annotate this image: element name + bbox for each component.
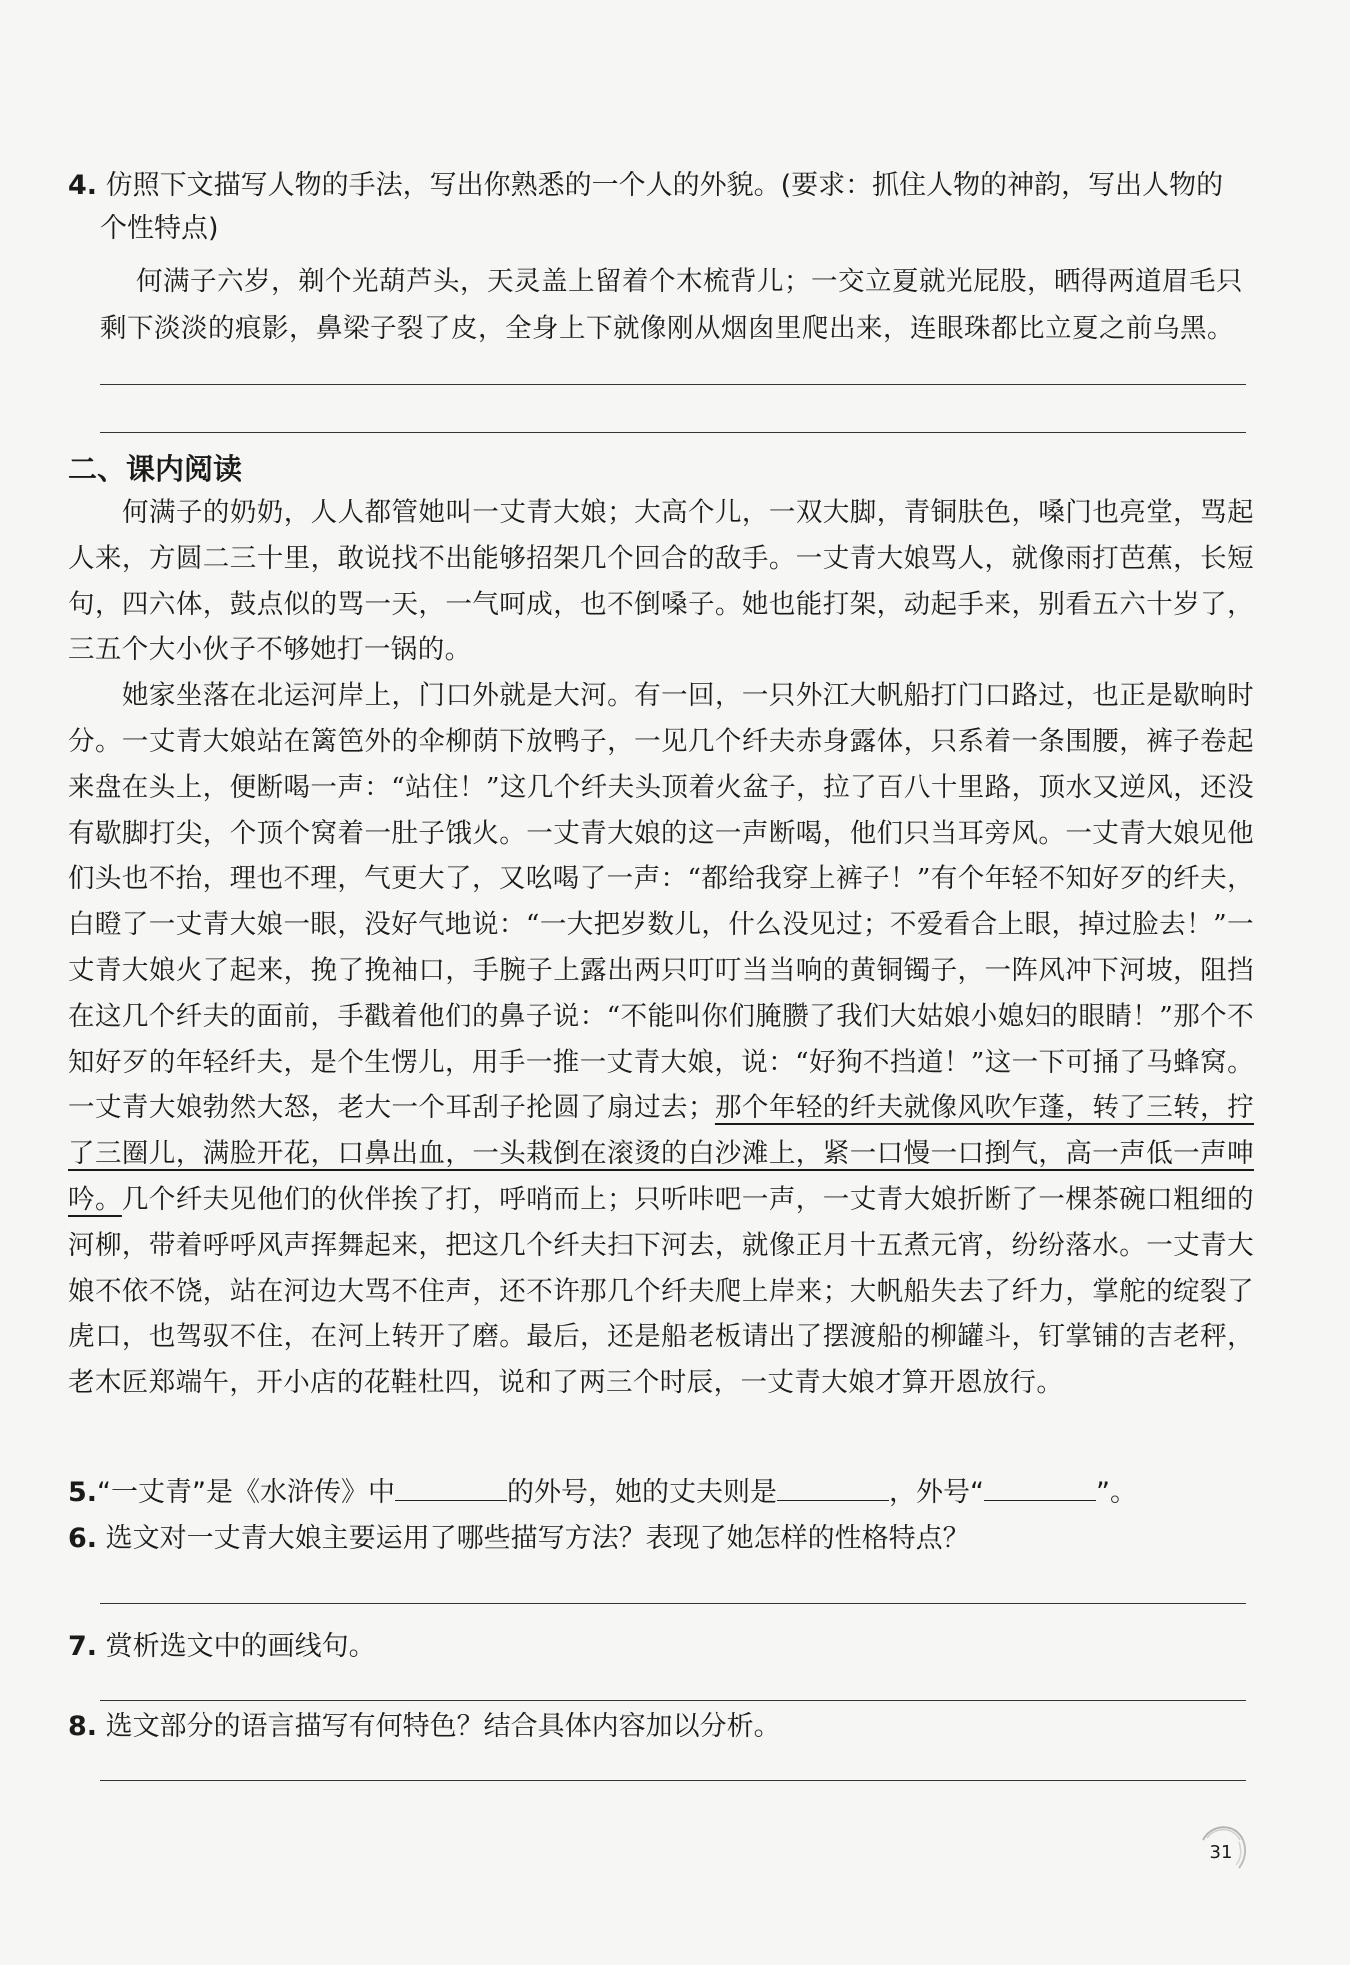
section-title: 二、课内阅读: [68, 452, 243, 486]
question-number: 7.: [68, 1631, 98, 1662]
answer-line[interactable]: [100, 1603, 1246, 1604]
underlined-sentence: 那个年轻的纤夫就像风吹乍蓬，转了三转，拧了三圈儿，满脸开花，口鼻出血，一头栽倒在滚烫的白沙滩上，紧一口慢一口捯气，高一声低一声呻吟。: [68, 1092, 1255, 1215]
question-4-continuation: 个性特点): [100, 213, 219, 244]
question-4: [68, 166, 1248, 206]
answer-line[interactable]: [100, 432, 1246, 433]
sample-text: 何满子六岁，剃个光葫芦头，天灵盖上留着个木梳背儿；一交立夏就光屁股，晒得两道眉毛只剩下淡淡的痕影，鼻梁子裂了皮，全身上下就像刚从烟囱里爬出来，连眼珠都比立夏之前乌黑。: [100, 266, 1243, 344]
question-number: 8.: [68, 1711, 98, 1742]
passage-paragraph-1: 何满子的奶奶，人人都管她叫一丈青大娘；大高个儿，一双大脚，青铜肤色，嗓门也亮堂，骂起人来，方圆二三十里，敢说找不出能够招架几个回合的敌手。一丈青大娘骂人，就像雨打芭蕉，长短句，四六体，鼓点似的骂一天，一气呵成，也不倒嗓子。她也能打架，动起手来，别看五六十岁了，三五个大小伙子不够她打一锅的。: [68, 497, 1254, 666]
question-5: 5.“一丈青”是《水浒传》中 的外号，她的丈夫则是 ，外号“ ”。: [68, 1473, 1248, 1513]
question-number: 5.: [68, 1477, 98, 1508]
answer-line[interactable]: [100, 1780, 1246, 1781]
question-text: 选文部分的语言描写有何特色？结合具体内容加以分析。: [105, 1711, 781, 1742]
sample-paragraph: [100, 258, 1255, 352]
page-number: 31: [1193, 1818, 1249, 1874]
reading-passage: [68, 490, 1254, 1406]
fill-blank[interactable]: [984, 1474, 1096, 1501]
answer-line[interactable]: [100, 384, 1246, 385]
question-6: [68, 1519, 1248, 1559]
passage-paragraph-2: 她家坐落在北运河岸上，门口外就是大河。有一回，一只外江大帆船打门口路过，也正是歇晌时分。一丈青大娘站在篱笆外的伞柳荫下放鸭子，一见几个纤夫赤身露体，只系着一条围腰，裤子卷起来盘在头上，便断喝一声：“站住！”这几个纤夫头顶着火盆子，拉了百八十里路，顶水又逆风，还没有歇脚打尖，个顶个窝着一肚子饿火。一丈青大娘的这一声断喝，他们只当耳旁风。一丈青大娘见他们头也不抬，理也不理，气更大了，又吆喝了一声：“都给我穿上裤子！”有个年轻不知好歹的纤夫，白瞪了一丈青大娘一眼，没好气地说：“一大把岁数儿，什么没见过；不爱看合上眼，掉过脸去！”一丈青大娘火了起来，挽了挽袖口，手腕子上露出两只叮叮当当响的黄铜镯子，一阵风冲下河坡，阻挡在这几个纤夫的面前，手戳着他们的鼻子说：“不能叫你们腌臜了我们大姑娘小媳妇的眼睛！”那个不知好歹的年轻纤夫，是个生愣儿，用手一推一丈青大娘，说：“好狗不挡道！”这一下可捅了马蜂窝。一丈青大娘勃然大怒，老大一个耳刮子抡圆了扇过去；那个年轻的纤夫就像风吹乍蓬，转了三转，拧了三圈儿，满脸开花，口鼻出血，一头栽倒在滚烫的白沙滩上，紧一口慢一口捯气，高一声低一声呻吟。几个纤夫见他们的伙伴挨了打，呼哨而上；只听咔吧一声，一丈青大娘折断了一棵茶碗口粗细的河柳，带着呼呼风声挥舞起来，把这几个纤夫扫下河去，就像正月十五煮元宵，纷纷落水。一丈青大娘不依不饶，站在河边大骂不住声，还不许那几个纤夫爬上岸来；大帆船失去了纤力，掌舵的绽裂了虎口，也驾驭不住，在河上转开了磨。最后，还是船老板请出了摆渡船的柳罐斗，钉掌铺的吉老秤，老木匠郑端午，开小店的花鞋杜四，说和了两三个时辰，一丈青大娘才算开恩放行。: [68, 680, 1255, 1399]
question-text: 仿照下文描写人物的手法，写出你熟悉的一个人的外貌。(要求：抓住人物的神韵，写出人物的: [105, 170, 1224, 201]
question-number: 4.: [68, 170, 98, 201]
question-8: [68, 1707, 1248, 1747]
question-text: 选文对一丈青大娘主要运用了哪些描写方法？表现了她怎样的性格特点？: [105, 1523, 970, 1554]
fill-blank[interactable]: [395, 1474, 507, 1501]
question-text: 赏析选文中的画线句。: [105, 1631, 376, 1662]
answer-line[interactable]: [100, 1700, 1246, 1701]
fill-blank[interactable]: [777, 1474, 889, 1501]
question-number: 6.: [68, 1523, 98, 1554]
question-7: [68, 1627, 1248, 1667]
